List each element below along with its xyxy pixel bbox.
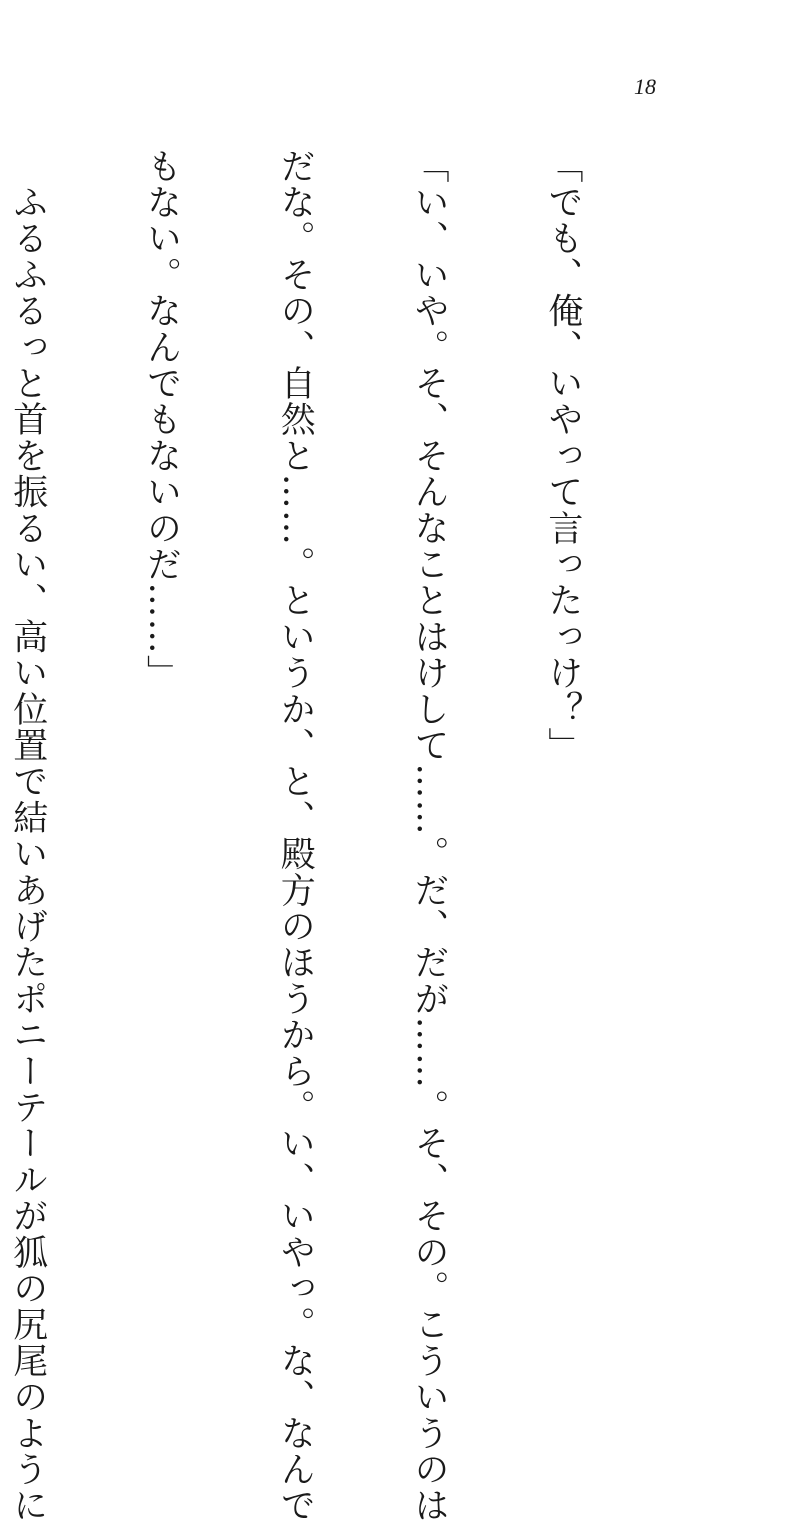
text-line: 「でも、俺、いやって言ったっけ？」 (542, 148, 583, 764)
text-line: だな。その、自然と……。というか、と、殿方のほうから。い、いやっ。な、なんで (275, 148, 316, 1524)
body-text (7, 148, 674, 1524)
page-number: 18 (634, 74, 656, 99)
text-line: 「い、いや。そ、そんなことはけして……。だ、だが……。そ、その。こういうのは (409, 148, 450, 1524)
text-line: もない。なんでもないのだ……」 (141, 148, 182, 691)
text-line: ふるふるっと首を振るい、高い位置で結いあげたポニーテールが狐の尻尾のように (7, 148, 48, 1524)
